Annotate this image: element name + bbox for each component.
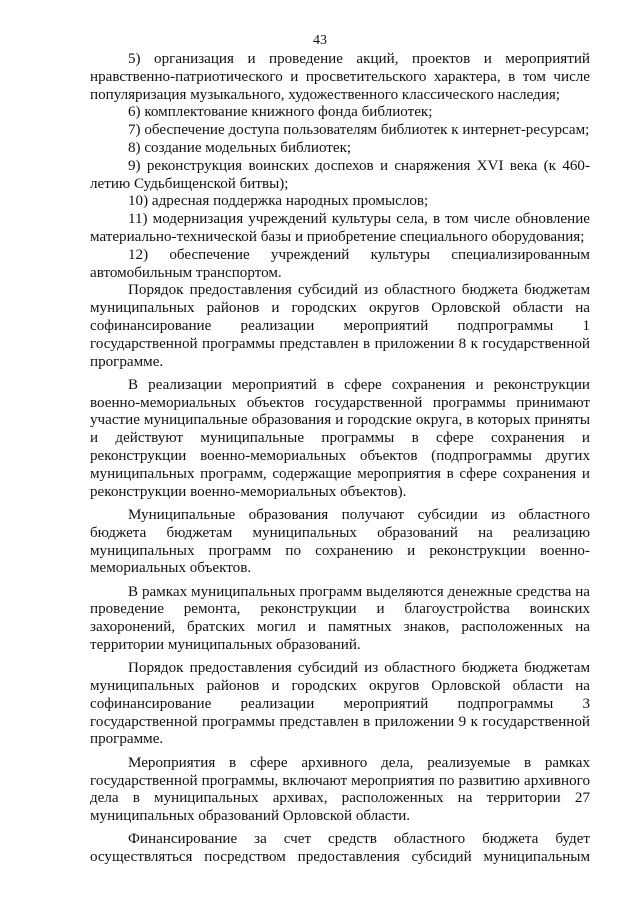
memorial-subsidies-paragraph: Муниципальные образования получают субсидии из областного бюджета бюджетам муниципальных образований на реализацию муниципальных программ по сохранению и реконструкции военно-мемориальных объектов. <box>90 506 590 577</box>
list-item-5: 5) организация и проведение акций, проектов и мероприятий нравственно-патриотического и просветительского характера, в том числе популяризация музыкального, художественного классического наследия; <box>90 51 590 103</box>
subsidy-order-subprogram-1-paragraph: Порядок предоставления субсидий из областного бюджета бюджетам муниципальных районов и городских округов Орловской области на софинансирование реализации мероприятий подпрограммы 1 государственной программы представлен в приложении 8 к государственной программе. <box>90 282 590 370</box>
list-item-8: 8) создание модельных библиотек; <box>128 139 352 156</box>
list-item-7: 7) обеспечение доступа пользователям библиотек к интернет-ресурсам; <box>128 122 590 139</box>
list-item-11: 11) модернизация учреждений культуры села, в том числе обновление материально-технической базы и приобретение специального оборудования; <box>90 211 590 245</box>
document-body <box>90 51 590 867</box>
archive-paragraph: Мероприятия в сфере архивного дела, реализуемые в рамках государственной программы, включают мероприятия по развитию архивного дела в муниципальных архивах, расположенных на территории 27 муниципальных образований Орловской области. <box>90 754 590 825</box>
memorial-participation-paragraph: В реализации мероприятий в сфере сохранения и реконструкции военно-мемориальных объектов государственной программы принимают участие муниципальные образования и городские округа, в которых приняты и действуют муниципальные программы в сфере сохранения и реконструкции военно-мемориальных объектов (подпрограммы других муниципальных программ, содержащие мероприятия в сфере сохранения и реконструкции военно-мемориальных объектов). <box>90 376 590 500</box>
memorial-funds-paragraph: В рамках муниципальных программ выделяются денежные средства на проведение ремонта, реконструкции и благоустройства воинских захоронений, братских могил и памятных знаков, расположенных на территории муниципальных образований. <box>90 583 590 653</box>
list-item-12: 12) обеспечение учреждений культуры специализированным автомобильным транспортом. <box>90 246 590 281</box>
list-item-9: 9) реконструкция воинских доспехов и снаряжения XVI века (к 460-летию Судьбищенской битвы); <box>90 157 590 192</box>
financing-paragraph: Финансирование за счет средств областного бюджета будет осуществляться посредством предоставления субсидий муниципальным <box>90 831 590 866</box>
list-item-6: 6) комплектование книжного фонда библиотек; <box>128 104 433 121</box>
subsidy-order-subprogram-3-paragraph: Порядок предоставления субсидий из областного бюджета бюджетам муниципальных районов и городских округов Орловской области на софинансирование реализации мероприятий подпрограммы 3 государственной программы представлен в приложении 9 к государственной программе. <box>90 660 590 748</box>
list-item-10: 10) адресная поддержка народных промыслов; <box>128 193 429 210</box>
page-number: 43 <box>313 33 327 48</box>
